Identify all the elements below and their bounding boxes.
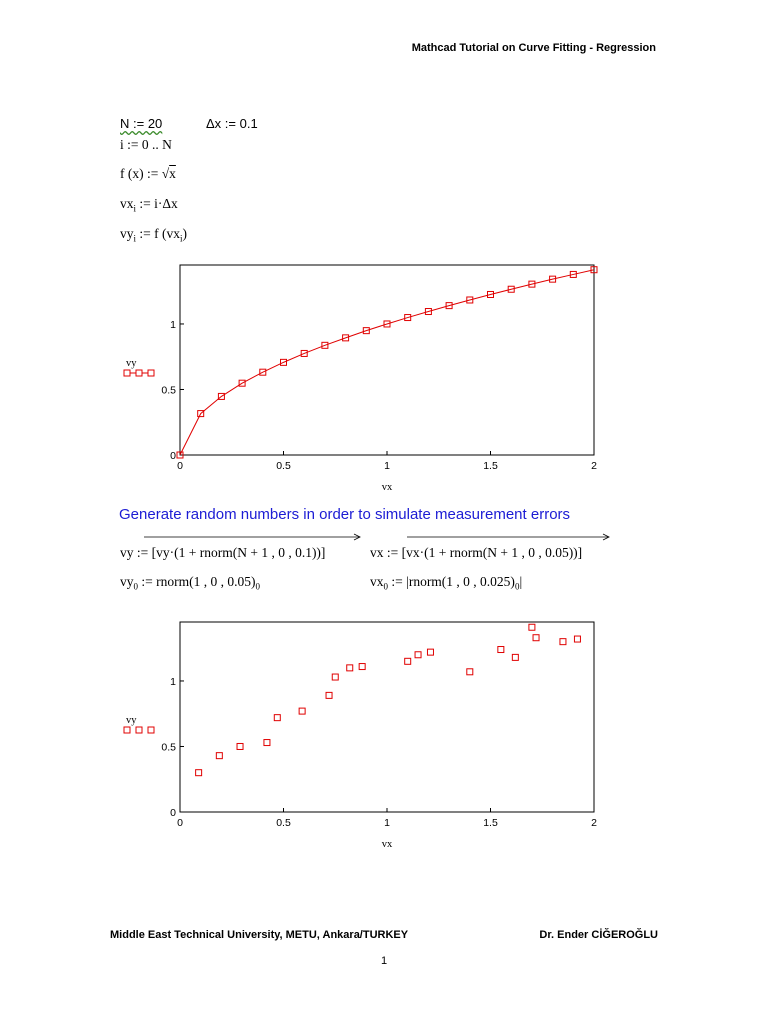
x-tick-label: 0.5 [276, 817, 291, 829]
data-point [216, 753, 222, 759]
legend-marker [148, 727, 154, 733]
vx-def-sub: i [133, 203, 137, 214]
n-definition [120, 116, 162, 131]
data-point [237, 743, 243, 749]
vy-def-close: ) [182, 226, 188, 241]
y-tick-label: 0 [170, 807, 176, 819]
legend-marker [124, 370, 130, 376]
data-point [332, 674, 338, 680]
vx0-rhs: := |rnorm(1 , 0 , 0.025) [388, 574, 515, 589]
vx-definition [120, 196, 178, 214]
y-tick-label: 0 [170, 450, 176, 462]
data-point [498, 647, 504, 653]
legend-marker [148, 370, 154, 376]
vx-def-rhs: := i·Δx [136, 196, 178, 211]
data-point [467, 669, 473, 675]
vx0-lhs: vx [370, 574, 384, 589]
plot-frame [180, 622, 594, 812]
vy-def-rhs: := f (vx [136, 226, 180, 241]
x-tick-label: 1.5 [483, 460, 498, 472]
x-axis-label: vx [381, 482, 393, 493]
vx-def-lhs: vx [120, 196, 134, 211]
legend-label: vy [126, 715, 137, 726]
vx-noise-formula: vx := [vx·(1 + rnorm(N + 1 , 0 , 0.05))] [370, 545, 583, 560]
data-point [560, 639, 566, 645]
legend-label: vy [126, 358, 137, 369]
x-tick-label: 1 [384, 460, 390, 472]
vectorize-arrow-vx [405, 532, 615, 542]
page-header-title: Mathcad Tutorial on Curve Fitting - Regression [411, 42, 656, 54]
vy0-formula [120, 574, 260, 592]
sqrt-line-chart [0, 250, 768, 500]
data-point [196, 770, 202, 776]
vx0-formula [370, 574, 522, 592]
data-point [529, 624, 535, 630]
y-tick-label: 0.5 [161, 384, 176, 397]
x-tick-label: 2 [591, 817, 597, 829]
x-tick-label: 0 [177, 460, 183, 472]
vx0-rhs-sub: 0 [514, 581, 520, 592]
y-tick-label: 0.5 [161, 741, 176, 754]
data-point [512, 654, 518, 660]
section-heading: Generate random numbers in order to simulate measurement errors [119, 506, 571, 523]
vy-def-rhs-sub: i [180, 233, 183, 244]
vectorize-arrow-vy [142, 532, 367, 542]
data-point [359, 664, 365, 670]
vy0-lhs: vy [120, 574, 134, 589]
data-point [533, 635, 539, 641]
data-point [415, 652, 421, 658]
f-definition-prefix: f (x) := √ [120, 166, 170, 181]
data-point [574, 636, 580, 642]
page-number: 1 [380, 955, 388, 967]
legend-marker [124, 727, 130, 733]
y-tick-label: 1 [170, 318, 176, 331]
y-tick-label: 1 [170, 675, 176, 688]
plot-frame [180, 265, 594, 455]
i-range-definition: i := 0 .. N [120, 137, 172, 152]
vy-def-sub: i [133, 233, 137, 244]
vx0-close: | [519, 574, 523, 589]
data-point [405, 658, 411, 664]
vy-definition [120, 226, 187, 244]
data-point [347, 665, 353, 671]
x-tick-label: 0 [177, 817, 183, 829]
vy0-rhs: := rnorm(1 , 0 , 0.05) [138, 574, 256, 589]
data-point [274, 715, 280, 721]
footer-author: Dr. Ender CİĞEROĞLU [539, 929, 658, 941]
x-tick-label: 0.5 [276, 460, 291, 472]
footer-institution: Middle East Technical University, METU, Ankara/TURKEY [110, 929, 409, 941]
x-tick-label: 1.5 [483, 817, 498, 829]
data-point [299, 708, 305, 714]
noisy-scatter-chart [0, 607, 768, 857]
vy0-rhs-sub: 0 [255, 581, 260, 592]
legend-marker [136, 727, 142, 733]
f-definition-arg: x [169, 166, 176, 181]
n-definition-text: N := 20 [120, 116, 163, 131]
legend-marker [136, 370, 142, 376]
x-axis-label: vx [381, 839, 393, 850]
series-line [180, 270, 594, 455]
data-point [264, 740, 270, 746]
dx-definition: Δx := 0.1 [206, 116, 258, 131]
vy-noise-formula: vy := [vy·(1 + rnorm(N + 1 , 0 , 0.1))] [120, 545, 326, 560]
f-definition [120, 166, 176, 182]
vy-def-lhs: vy [120, 226, 134, 241]
vy0-sub: 0 [133, 581, 138, 592]
x-tick-label: 1 [384, 817, 390, 829]
data-point [427, 649, 433, 655]
x-tick-label: 2 [591, 460, 597, 472]
vx0-sub: 0 [383, 581, 388, 592]
data-point [326, 692, 332, 698]
